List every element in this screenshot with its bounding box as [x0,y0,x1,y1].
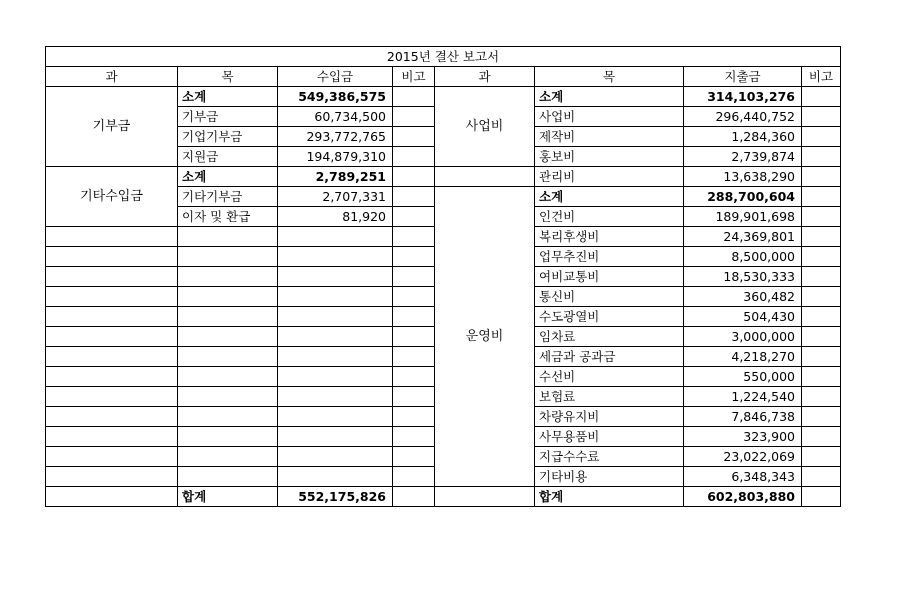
income-item-label [178,367,278,387]
expense-item-amount: 360,482 [684,287,802,307]
income-category-cell [46,367,178,387]
income-note-cell [393,127,435,147]
income-category-cell [46,467,178,487]
settlement-report-table [45,46,841,507]
expense-item-amount: 24,369,801 [684,227,802,247]
expense-note-cell [802,207,841,227]
expense-item-label: 여비교통비 [535,267,684,287]
income-item-amount [278,247,393,267]
income-note-cell [393,207,435,227]
expense-note-cell [802,327,841,347]
expense-item-label: 기타비용 [535,467,684,487]
expense-subtotal-amount: 288,700,604 [684,187,802,207]
expense-item-label: 수선비 [535,367,684,387]
expense-note-cell [802,447,841,467]
expense-category-cell: 사업비 [435,87,535,167]
income-total-amount: 552,175,826 [278,487,393,507]
income-item-amount [278,387,393,407]
income-subtotal-label: 소계 [178,87,278,107]
expense-note-header: 비고 [802,67,841,87]
expense-item-label: 사무용품비 [535,427,684,447]
expense-item-label: 통신비 [535,287,684,307]
expense-item-label: 복리후생비 [535,227,684,247]
expense-category-cell [435,487,535,507]
income-item-label [178,227,278,247]
income-note-cell [393,307,435,327]
income-item-amount [278,347,393,367]
report-title: 2015년 결산 보고서 [46,47,841,67]
income-category-cell [46,387,178,407]
income-category-cell [46,287,178,307]
income-category-cell: 기타수입금 [46,167,178,227]
income-note-cell [393,267,435,287]
expense-note-cell [802,307,841,327]
expense-item-amount: 296,440,752 [684,107,802,127]
header-row [46,67,841,87]
income-item-label: 기업기부금 [178,127,278,147]
expense-item-amount: 8,500,000 [684,247,802,267]
income-note-cell [393,487,435,507]
income-item-amount: 293,772,765 [278,127,393,147]
income-note-cell [393,227,435,247]
expense-note-cell [802,167,841,187]
income-category-cell [46,427,178,447]
expense-item-amount: 23,022,069 [684,447,802,467]
income-note-cell [393,247,435,267]
income-item-amount [278,447,393,467]
expense-item-label: 차량유지비 [535,407,684,427]
expense-total-amount: 602,803,880 [684,487,802,507]
income-category-header: 과 [46,67,178,87]
expense-note-cell [802,107,841,127]
income-amount-header: 수입금 [278,67,393,87]
expense-item-label: 임차료 [535,327,684,347]
expense-item-amount: 1,284,360 [684,127,802,147]
expense-note-cell [802,127,841,147]
income-item-label [178,387,278,407]
income-item-label [178,307,278,327]
income-category-cell [46,347,178,367]
income-note-cell [393,107,435,127]
income-item-amount: 81,920 [278,207,393,227]
expense-note-cell [802,427,841,447]
expense-item-label: 관리비 [535,167,684,187]
income-note-cell [393,87,435,107]
income-note-cell [393,347,435,367]
income-category-cell [46,247,178,267]
income-subtotal-label: 소계 [178,167,278,187]
income-item-label [178,407,278,427]
income-item-label [178,267,278,287]
expense-item-label: 홍보비 [535,147,684,167]
income-category-cell [46,267,178,287]
table-row [46,487,841,507]
expense-item-amount: 323,900 [684,427,802,447]
income-note-cell [393,427,435,447]
expense-subtotal-amount: 314,103,276 [684,87,802,107]
expense-item-amount: 13,638,290 [684,167,802,187]
income-total-label: 합계 [178,487,278,507]
income-note-cell [393,327,435,347]
income-category-cell: 기부금 [46,87,178,167]
expense-item-amount: 6,348,343 [684,467,802,487]
income-item-amount [278,407,393,427]
income-item-amount [278,367,393,387]
expense-subtotal-label: 소계 [535,187,684,207]
expense-item-header: 목 [535,67,684,87]
income-item-label [178,447,278,467]
expense-item-label: 인건비 [535,207,684,227]
income-note-cell [393,407,435,427]
expense-note-cell [802,367,841,387]
expense-item-amount: 2,739,874 [684,147,802,167]
income-note-cell [393,187,435,207]
expense-note-cell [802,87,841,107]
expense-note-cell [802,467,841,487]
income-item-amount [278,267,393,287]
expense-amount-header: 지출금 [684,67,802,87]
income-category-cell [46,447,178,467]
expense-note-cell [802,247,841,267]
income-note-header: 비고 [393,67,435,87]
income-item-amount: 60,734,500 [278,107,393,127]
expense-item-amount: 7,846,738 [684,407,802,427]
income-item-label: 기부금 [178,107,278,127]
title-row [46,47,841,67]
income-item-label [178,287,278,307]
income-note-cell [393,287,435,307]
income-note-cell [393,447,435,467]
income-category-cell [46,327,178,347]
income-item-amount [278,427,393,447]
expense-item-label: 지급수수료 [535,447,684,467]
income-note-cell [393,467,435,487]
expense-item-amount: 1,224,540 [684,387,802,407]
expense-note-cell [802,187,841,207]
income-category-cell [46,407,178,427]
income-item-label: 기타기부금 [178,187,278,207]
income-item-label [178,347,278,367]
table-row [46,87,841,107]
income-note-cell [393,167,435,187]
income-note-cell [393,367,435,387]
expense-item-amount: 504,430 [684,307,802,327]
income-item-amount: 194,879,310 [278,147,393,167]
expense-item-amount: 18,530,333 [684,267,802,287]
income-category-cell [46,307,178,327]
expense-item-label: 수도광열비 [535,307,684,327]
expense-category-cell: 운영비 [435,187,535,487]
income-note-cell [393,387,435,407]
income-item-amount [278,467,393,487]
expense-item-label: 업무추진비 [535,247,684,267]
income-item-amount: 2,707,331 [278,187,393,207]
expense-item-amount: 3,000,000 [684,327,802,347]
income-item-label: 이자 및 환급 [178,207,278,227]
income-item-amount [278,307,393,327]
expense-item-label: 보험료 [535,387,684,407]
income-item-label [178,327,278,347]
income-subtotal-amount: 549,386,575 [278,87,393,107]
expense-item-label: 세금과 공과금 [535,347,684,367]
expense-category-header: 과 [435,67,535,87]
expense-item-amount: 550,000 [684,367,802,387]
expense-note-cell [802,287,841,307]
income-item-header: 목 [178,67,278,87]
expense-subtotal-label: 소계 [535,87,684,107]
expense-category-cell [435,167,535,187]
expense-item-label: 제작비 [535,127,684,147]
expense-note-cell [802,227,841,247]
expense-note-cell [802,387,841,407]
expense-note-cell [802,487,841,507]
income-subtotal-amount: 2,789,251 [278,167,393,187]
expense-note-cell [802,407,841,427]
income-item-amount [278,287,393,307]
expense-item-label: 사업비 [535,107,684,127]
expense-item-amount: 4,218,270 [684,347,802,367]
income-item-label: 지원금 [178,147,278,167]
expense-note-cell [802,267,841,287]
income-item-amount [278,327,393,347]
table-row [46,167,841,187]
expense-note-cell [802,147,841,167]
income-item-label [178,467,278,487]
income-item-amount [278,227,393,247]
income-item-label [178,247,278,267]
income-category-cell [46,227,178,247]
income-category-cell [46,487,178,507]
expense-note-cell [802,347,841,367]
income-note-cell [393,147,435,167]
expense-total-label: 합계 [535,487,684,507]
expense-item-amount: 189,901,698 [684,207,802,227]
income-item-label [178,427,278,447]
